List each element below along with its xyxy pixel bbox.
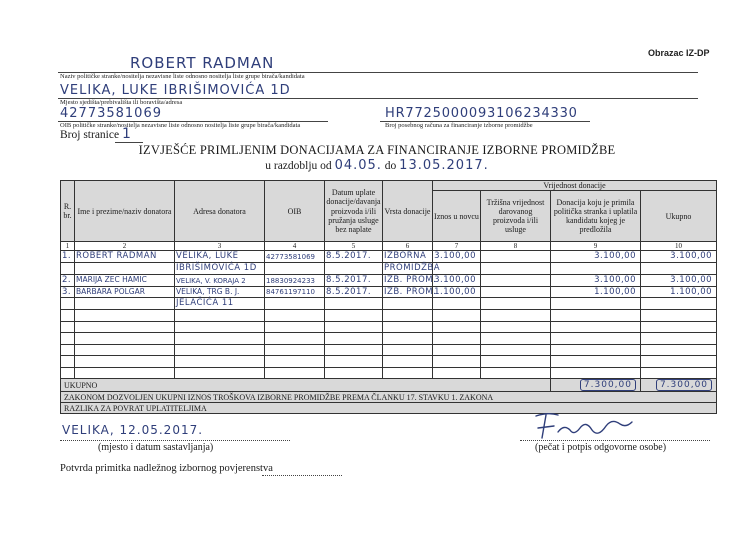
place-date-caption: (mjesto i datum sastavljanja) <box>98 442 214 453</box>
accepted-amount[interactable]: 1.100,00 <box>594 286 636 297</box>
column-number: 5 <box>325 242 383 251</box>
oib-caption: OIB političke stranke/nositelja nezavisne liste odnosno nositelja liste grupe birača/kandidata <box>60 122 301 129</box>
empty-table-row[interactable] <box>61 367 717 379</box>
donor-oib[interactable]: 18830924233 <box>266 276 315 285</box>
row-number[interactable]: 3. <box>62 286 72 297</box>
cash-amount[interactable]: 1.100,00 <box>434 286 476 297</box>
donor-name[interactable]: ROBERT RADMAN <box>76 251 157 262</box>
period-from-value[interactable]: 04.05. <box>334 158 382 173</box>
column-number: 10 <box>641 242 717 251</box>
donor-address[interactable]: VELIKA, LUKE <box>176 251 239 262</box>
row-number[interactable]: 2. <box>62 274 72 285</box>
donor-oib[interactable]: 84761197110 <box>266 288 315 297</box>
place-date-line <box>60 440 290 441</box>
col-header-name: Ime i prezime/naziv donatora <box>75 181 175 242</box>
total-amount[interactable]: 3.100,00 <box>670 251 713 262</box>
donation-date[interactable]: 8.5.2017. <box>326 274 372 285</box>
limit-row <box>61 392 717 403</box>
table-row <box>61 274 717 286</box>
donor-address[interactable]: VELIKA, V. KORAJA 2 <box>176 276 246 285</box>
total-label: UKUPNO <box>61 379 551 392</box>
page-number-value[interactable]: 1 <box>122 126 132 142</box>
col-header-market: Tržišna vrijednost darovanog proizvoda i/ili usluge <box>481 191 551 242</box>
period-to-value[interactable]: 13.05.2017. <box>399 158 489 173</box>
donation-type[interactable]: IZBORNA <box>384 251 427 262</box>
donation-date[interactable]: 8.5.2017. <box>326 251 372 262</box>
empty-table-row[interactable] <box>61 356 717 368</box>
column-number: 9 <box>551 242 641 251</box>
col-header-rbr: R. br. <box>61 181 75 242</box>
total-row <box>61 379 717 392</box>
column-number: 1 <box>61 242 75 251</box>
total-sum-value[interactable]: 7.300,00 <box>656 379 712 391</box>
empty-table-row[interactable] <box>61 333 717 345</box>
signature-image <box>528 410 638 442</box>
donor-oib[interactable]: 42773581069 <box>266 253 315 262</box>
row-number[interactable]: 1. <box>62 251 72 262</box>
col-header-accepted: Donacija koju je primila politička stranka i uplatila kandidatu kojeg je predložila <box>551 191 641 242</box>
party-name-value[interactable]: ROBERT RADMAN <box>130 54 275 72</box>
account-value[interactable]: HR7725000093106234330 <box>385 106 578 121</box>
form-code: Obrazac IZ-DP <box>648 48 710 58</box>
signature-line <box>520 440 710 441</box>
column-number: 2 <box>75 242 175 251</box>
period-mid: do <box>384 160 397 172</box>
donation-type[interactable]: IZB. PROM. <box>384 274 437 285</box>
page-number-label: Broj stranice <box>60 129 120 141</box>
column-number: 8 <box>481 242 551 251</box>
col-header-address: Adresa donatora <box>175 181 265 242</box>
address-value[interactable]: VELIKA, LUKE IBRIŠIMOVIĆA 1D <box>60 83 291 98</box>
cash-amount[interactable]: 3.100,00 <box>434 274 476 285</box>
donation-table <box>60 180 717 414</box>
place-date-value[interactable]: VELIKA, 12.05.2017. <box>62 423 204 437</box>
col-header-date: Datum uplate donacije/davanja proizvoda i/ili pružanja usluge bez naplate <box>325 181 383 242</box>
empty-table-row[interactable] <box>61 344 717 356</box>
account-caption: Broj posebnog računa za financiranje izborne promidžbe <box>385 122 533 129</box>
table-row <box>61 298 717 310</box>
period-prefix: u razdoblju od <box>265 160 332 172</box>
table-row <box>61 286 717 298</box>
donor-address-line2[interactable]: IBRIŠIMOVIĆA 1D <box>176 263 257 273</box>
receipt-line[interactable] <box>262 475 342 476</box>
accepted-amount[interactable]: 3.100,00 <box>594 251 636 262</box>
empty-table-row[interactable] <box>61 321 717 333</box>
table-row <box>61 263 717 275</box>
cash-amount[interactable]: 3.100,00 <box>434 251 476 262</box>
col-group-header-value: Vrijednost donacije <box>433 181 717 191</box>
party-name-caption: Naziv političke stranke/nositelja nezavisne liste odnosno nositelja liste grupe birača/kandidata <box>60 73 305 80</box>
column-number-row <box>61 242 717 251</box>
donation-type[interactable]: IZB. PROM. <box>384 286 437 297</box>
col-header-oib: OIB <box>265 181 325 242</box>
donation-type-line2[interactable]: PROMIDŽBA <box>384 263 441 273</box>
column-number: 4 <box>265 242 325 251</box>
donor-address-line2[interactable]: JELAČIĆA 11 <box>176 298 234 309</box>
limit-label: ZAKONOM DOZVOLJEN UKUPNI IZNOS TROŠKOVA IZBORNE PROMIDŽBE PREMA ČLANKU 17. STAVKU 1. ZAKONA <box>61 392 717 403</box>
donor-name[interactable]: BARBARA POLGAR <box>76 287 145 297</box>
donation-date[interactable]: 8.5.2017. <box>326 286 372 297</box>
col-header-total: Ukupno <box>641 191 717 242</box>
refund-label: RAZLIKA ZA POVRAT UPLATITELJIMA <box>61 403 717 414</box>
total-amount[interactable]: 1.100,00 <box>670 286 713 297</box>
total-amount[interactable]: 3.100,00 <box>670 274 713 285</box>
report-period <box>0 158 754 173</box>
address-caption: Mjesto sjedišta/prebivališta ili boravišta/adresa <box>60 99 183 106</box>
accepted-amount[interactable]: 3.100,00 <box>594 274 636 285</box>
donor-name[interactable]: MARIJA ZEC HAMIC <box>76 275 147 285</box>
column-number: 3 <box>175 242 265 251</box>
donor-address[interactable]: VELIKA, TRG B. J. <box>176 287 240 297</box>
empty-table-row[interactable] <box>61 310 717 322</box>
signature-caption: (pečat i potpis odgovorne osobe) <box>535 442 667 453</box>
column-number: 6 <box>383 242 433 251</box>
table-row <box>61 251 717 263</box>
oib-value[interactable]: 42773581069 <box>60 106 162 121</box>
col-header-type: Vrsta donacije <box>383 181 433 242</box>
col-header-cash: Iznos u novcu <box>433 191 481 242</box>
receipt-label: Potvrda primitka nadležnog izbornog povjerenstva <box>60 463 273 474</box>
total-accepted-value[interactable]: 7.300,00 <box>580 379 636 391</box>
column-number: 7 <box>433 242 481 251</box>
report-title: IZVJEŠĆE PRIMLJENIM DONACIJAMA ZA FINANCIRANJE IZBORNE PROMIDŽBE <box>138 143 616 157</box>
